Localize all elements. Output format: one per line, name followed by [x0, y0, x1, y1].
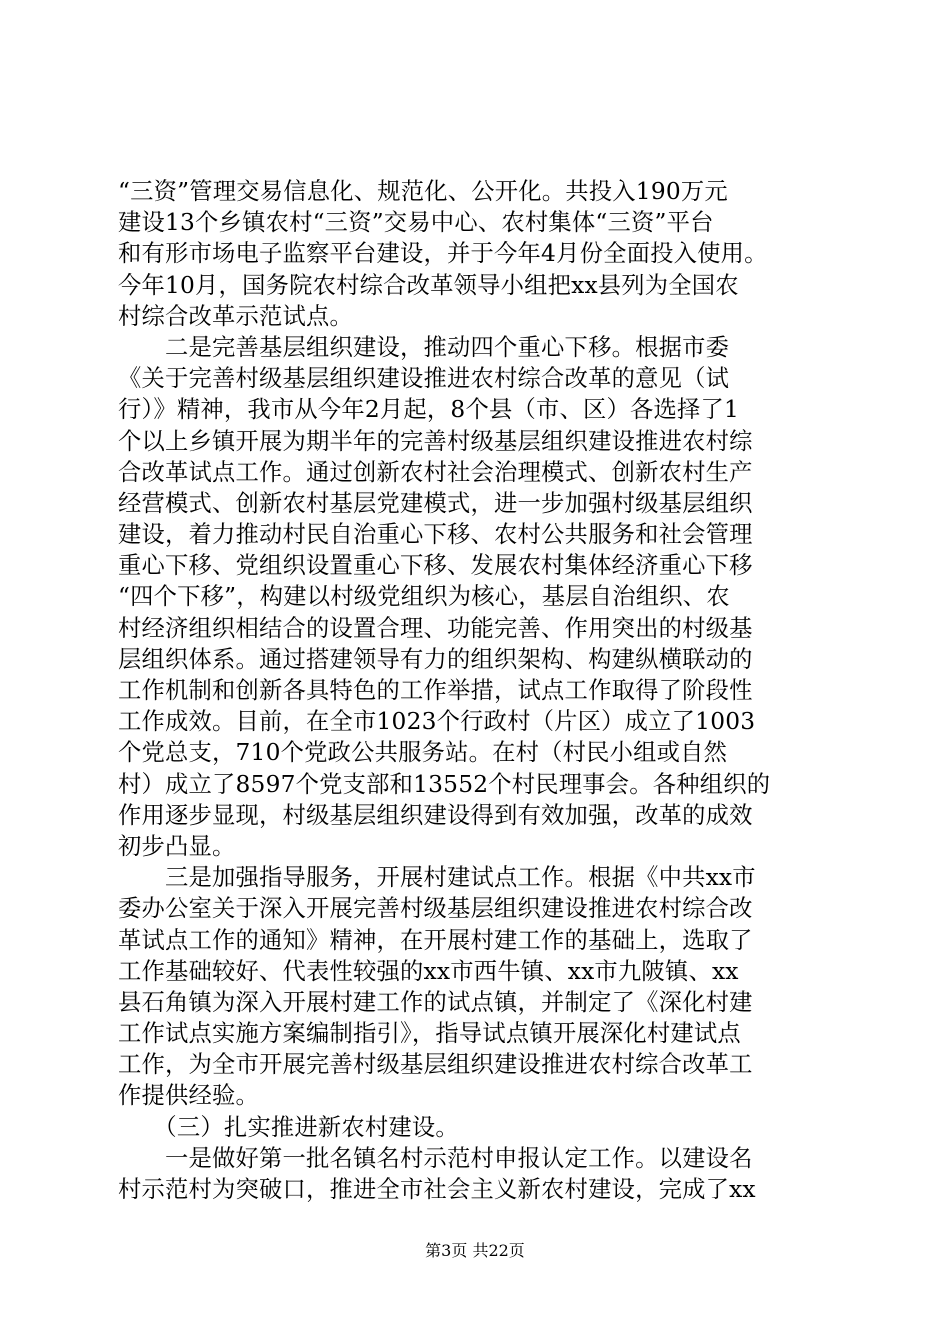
text-line: 重心下移、党组织设置重心下移、发展农村集体经济重心下移: [118, 551, 753, 580]
page-footer: 第3页 共22页: [425, 1241, 525, 1260]
text-line: 工作，为全市开展完善村级基层组织建设推进农村综合改革工: [118, 1050, 753, 1079]
text-line: 村经济组织相结合的设置合理、功能完善、作用突出的村级基: [118, 613, 753, 642]
text-line: 村综合改革示范试点。: [118, 301, 354, 330]
text-line: 县石角镇为深入开展村建工作的试点镇，并制定了《深化村建: [118, 987, 753, 1016]
text-line: “四个下移”，构建以村级党组织为核心，基层自治组织、农: [118, 582, 730, 611]
text-line: 层组织体系。通过搭建领导有力的组织架构、构建纵横联动的: [118, 644, 753, 673]
text-line: 个党总支，710个党政公共服务站。在村（村民小组或自然: [118, 738, 728, 767]
text-line: （三）扎实推进新农村建设。: [118, 1112, 459, 1141]
text-line: 工作机制和创新各具特色的工作举措，试点工作取得了阶段性: [118, 676, 753, 704]
text-line: 初步凸显。: [118, 831, 236, 860]
text-line: 《关于完善村级基层组织建设推进农村综合改革的意见（试: [118, 364, 730, 393]
text-line: 建设13个乡镇农村“三资”交易中心、农村集体“三资”平台: [118, 208, 714, 237]
text-line: 三是加强指导服务，开展村建试点工作。根据《中共xx市: [118, 863, 756, 892]
text-line: 村示范村为突破口，推进全市社会主义新农村建设，完成了xx: [118, 1175, 756, 1203]
body-text: [118, 176, 838, 1205]
text-line: 今年10月，国务院农村综合改革领导小组把xx县列为全国农: [118, 270, 739, 299]
text-line: 作提供经验。: [118, 1081, 260, 1110]
text-line: 二是完善基层组织建设，推动四个重心下移。根据市委: [118, 332, 730, 361]
text-line: 经营模式、创新农村基层党建模式，进一步加强村级基层组织: [118, 488, 753, 517]
text-line: 革试点工作的通知》精神，在开展村建工作的基础上，选取了: [118, 925, 753, 954]
text-line: 合改革试点工作。通过创新农村社会治理模式、创新农村生产: [118, 457, 753, 486]
text-line: 行）》精神，我市从今年2月起，8个县（市、区）各选择了1: [118, 395, 740, 424]
text-line: 村）成立了8597个党支部和13552个村民理事会。各种组织的: [118, 769, 771, 798]
text-line: 工作成效。目前，在全市1023个行政村（片区）成立了1003: [118, 707, 756, 736]
text-line: 工作试点实施方案编制指引》，指导试点镇开展深化村建试点: [118, 1019, 741, 1048]
text-line: 作用逐步显现，村级基层组织建设得到有效加强，改革的成效: [118, 800, 753, 829]
text-line: 委办公室关于深入开展完善村级基层组织建设推进农村综合改: [118, 894, 753, 923]
text-line: 建设，着力推动村民自治重心下移、农村公共服务和社会管理: [118, 520, 753, 549]
text-line: 一是做好第一批名镇名村示范村申报认定工作。以建设名: [118, 1143, 753, 1172]
text-line: 工作基础较好、代表性较强的xx市西牛镇、xx市九陂镇、xx: [118, 956, 739, 985]
text-line: 个以上乡镇开展为期半年的完善村级基层组织建设推进农村综: [118, 426, 753, 455]
text-line: 和有形市场电子监察平台建设，并于今年4月份全面投入使用。: [118, 239, 768, 268]
text-line: “三资”管理交易信息化、规范化、公开化。共投入190万元: [118, 177, 728, 205]
